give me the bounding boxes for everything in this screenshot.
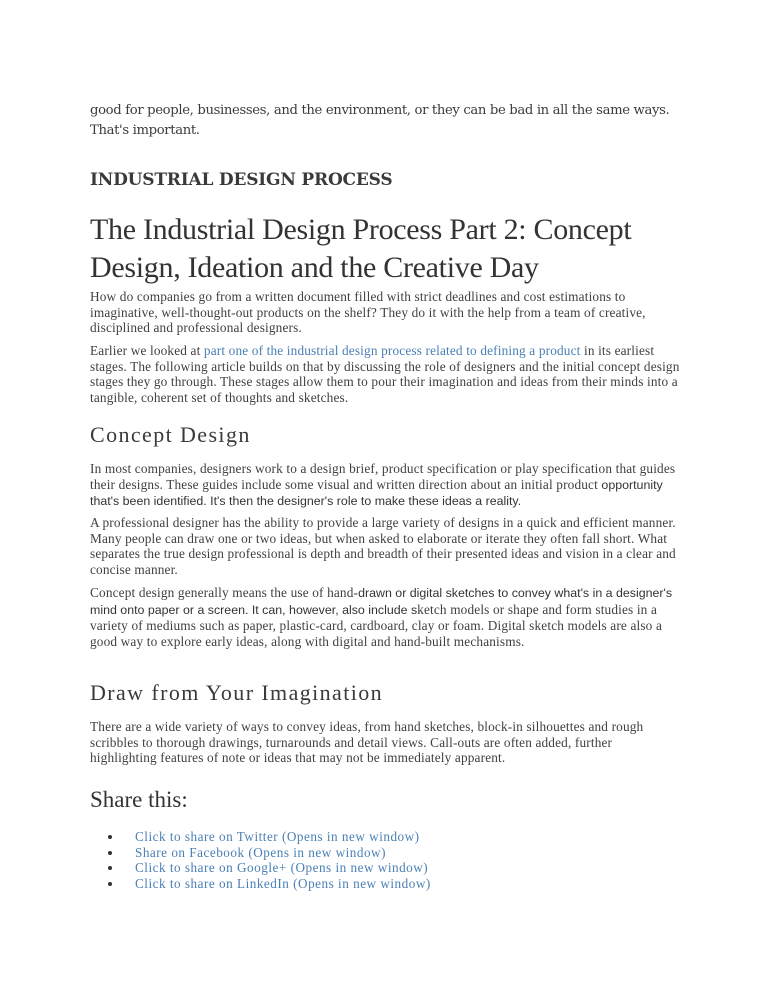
share-twitter-link[interactable]: Click to share on Twitter (Opens in new window) — [135, 829, 420, 844]
concept-paragraph-3 — [90, 585, 680, 649]
intro-paragraph: good for people, businesses, and the environment, or they can be bad in all the same ways. That's important. — [90, 103, 670, 139]
article-title: The Industrial Design Process Part 2: Concept Design, Ideation and the Creative Day — [90, 213, 632, 284]
paragraph-text: in its earliest stages. The following article builds on that by discussing the role of designers and the initial concept design stages they go through. These stages allow them to pour their imagination and ideas from their minds into a tangible, coherent set of thoughts and sketches. — [90, 343, 680, 405]
imagination-paragraph-1: There are a wide variety of ways to convey ideas, from hand sketches, block-in silhouettes and rough scribbles to thorough drawings, turnarounds and detail views. Call-outs are often added, further highlighting features of note or ideas that may not be immediately apparent. — [90, 719, 644, 766]
paragraph-text: Earlier we looked at — [90, 343, 204, 358]
share-list — [108, 829, 431, 891]
bullet-icon — [108, 851, 112, 855]
article-paragraph-1: How do companies go from a written document filled with strict deadlines and cost estimations to imaginative, well-thought-out products on the shelf? They do it with the help from a team of creative, disciplined and professional designers. — [90, 289, 646, 336]
part-one-link[interactable]: part one of the industrial design process related to defining a product — [203, 343, 581, 358]
paragraph-text: Concept design generally means the use of hand- — [90, 585, 359, 600]
category-heading: INDUSTRIAL DESIGN PROCESS — [90, 170, 393, 190]
share-facebook-link[interactable]: Share on Facebook (Opens in new window) — [135, 844, 386, 860]
bullet-icon — [108, 882, 112, 886]
bullet-icon — [108, 866, 112, 870]
share-item-facebook — [108, 845, 431, 861]
share-item-linkedin — [108, 876, 431, 892]
bullet-icon — [108, 835, 112, 839]
paragraph-text-sans: opportunity that's been identified. It's then the designer's role to make these ideas a reality. — [90, 477, 663, 509]
concept-paragraph-2: A professional designer has the ability to provide a large variety of designs in a quick and efficient manner. Many people can draw one or two ideas, but when asked to elaborate or iterate they often fall short. What separates the true design professional is depth and breadth of their presented ideas and vision in a clear and concise manner. — [90, 515, 676, 577]
section-heading-draw-from-imagination: Draw from Your Imagination — [90, 680, 384, 705]
paragraph-text: In most companies, designers work to a design brief, product specification or play specification that guides their designs. These guides include some visual and written direction about an initial product — [90, 461, 676, 492]
share-item-googleplus — [108, 860, 431, 876]
share-heading: Share this: — [90, 787, 188, 812]
article-paragraph-2 — [90, 343, 680, 405]
concept-paragraph-1 — [90, 461, 680, 510]
share-linkedin-link[interactable]: Click to share on LinkedIn (Opens in new window) — [135, 875, 431, 891]
paragraph-text: ketch models or shape and form studies in a variety of mediums such as paper, plastic-card, cardboard, clay or foam. Digital sketch models are also a good way to explore early ideas, along with digital and hand-built mechanisms. — [90, 601, 663, 649]
paragraph-text-sans: drawn or digital sketches to convey what's in a designer's mind onto paper or a screen. It can, however, also include s — [90, 586, 673, 617]
section-heading-concept-design: Concept Design — [90, 422, 251, 447]
share-item-twitter — [108, 829, 431, 845]
share-googleplus-link[interactable]: Click to share on Google+ (Opens in new window) — [135, 860, 429, 875]
